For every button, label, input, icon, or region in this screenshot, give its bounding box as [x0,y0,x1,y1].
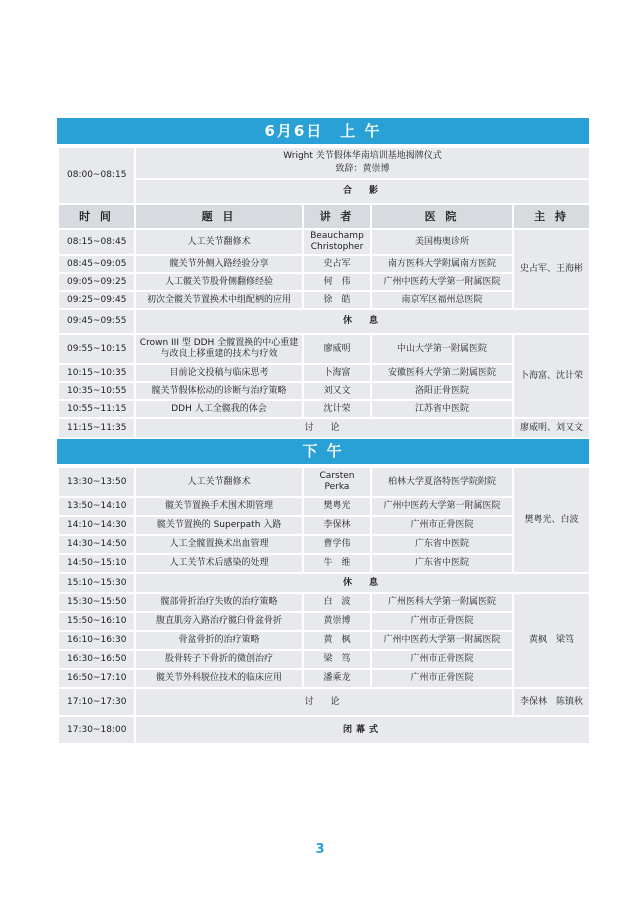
session-hospital: 广州市正骨医院 [371,650,513,669]
session-time: 14:50~15:10 [58,554,135,573]
session-topic: Crown III 型 DDH 全髋置换的中心重建与改良上移重建的技术与疗效 [135,334,303,364]
session-speaker: 刘又文 [303,382,371,400]
break-label: 休 息 [135,573,590,593]
table-row [58,516,590,535]
header-speaker: 讲 者 [303,204,371,229]
session-speaker: 卜海富 [303,364,371,382]
session-time: 13:30~13:50 [58,467,135,497]
afternoon-banner: 下 午 [57,439,589,466]
session-time: 10:15~10:35 [58,364,135,382]
discussion-row [58,418,590,438]
session-topic: DDH 人工全髋我的体会 [135,400,303,418]
session-speaker: 黄 枫 [303,631,371,650]
session-time: 10:35~10:55 [58,382,135,400]
session-speaker: 樊粤光 [303,497,371,516]
closing-row [58,716,590,744]
session-speaker: 曹学伟 [303,535,371,554]
session-speaker: 廖威明 [303,334,371,364]
session-chair: 樊粤光、白波 [513,467,590,573]
discussion-label: 讨 论 [135,418,513,438]
session-topic: 髋关节假体松动的诊断与治疗策略 [135,382,303,400]
session-time: 14:30~14:50 [58,535,135,554]
session-topic: 人工关节术后感染的处理 [135,554,303,573]
session-time: 13:50~14:10 [58,497,135,516]
table-row [58,535,590,554]
session-hospital: 美国梅奥诊所 [371,229,513,255]
table-row [58,467,590,497]
discussion-label: 讨 论 [135,688,513,716]
session-topic: 人工髋关节股骨侧翻修经验 [135,273,303,291]
discussion-row [58,688,590,716]
closing-time: 17:30~18:00 [58,716,135,744]
table-row [58,593,590,612]
break-row [58,573,590,593]
break-time: 15:10~15:30 [58,573,135,593]
table-row [58,291,590,309]
session-speaker: 黄崇博 [303,612,371,631]
session-time: 14:10~14:30 [58,516,135,535]
table-row [58,255,590,273]
photo-label: 合 影 [135,179,590,204]
session-hospital: 广州中医药大学第一附属医院 [371,497,513,516]
session-time: 16:30~16:50 [58,650,135,669]
session-speaker: 梁 笃 [303,650,371,669]
opening-time: 08:00~08:15 [58,147,135,204]
header-chair: 主 持 [513,204,590,229]
table-row [58,497,590,516]
session-hospital: 广州市正骨医院 [371,516,513,535]
discussion-chair: 李保林 陈镇秋 [513,688,590,716]
discussion-time: 17:10~17:30 [58,688,135,716]
discussion-chair: 廖威明、刘又文 [513,418,590,438]
session-hospital: 洛阳正骨医院 [371,382,513,400]
table-row [58,364,590,382]
session-speaker: 史占军 [303,255,371,273]
morning-banner: 6月6日 上 午 [57,118,589,146]
session-chair: 黄枫 梁笃 [513,593,590,688]
column-header-row [58,204,590,229]
session-speaker: 牛 维 [303,554,371,573]
session-hospital: 南方医科大学附属南方医院 [371,255,513,273]
session-time: 10:55~11:15 [58,400,135,418]
session-hospital: 广州医科大学第一附属医院 [371,593,513,612]
session-topic: 股骨转子下骨折的微创治疗 [135,650,303,669]
session-hospital: 南京军区福州总医院 [371,291,513,309]
session-speaker: 何 伟 [303,273,371,291]
session-hospital: 广州市正骨医院 [371,612,513,631]
morning-table [57,146,591,439]
header-time: 时 间 [58,204,135,229]
session-topic: 人工关节翻修术 [135,229,303,255]
session-hospital: 柏林大学夏洛特医学院附院 [371,467,513,497]
page-number: 3 [315,842,325,857]
session-topic: 人工全髋置换术出血管理 [135,535,303,554]
opening-row [58,147,590,179]
break-row [58,309,590,334]
session-time: 09:55~10:15 [58,334,135,364]
table-row [58,554,590,573]
session-topic: 髋关节置换的 Superpath 入路 [135,516,303,535]
session-hospital: 中山大学第一附属医院 [371,334,513,364]
session-topic: 骨盆骨折的治疗策略 [135,631,303,650]
session-speaker: 李保林 [303,516,371,535]
session-hospital: 安徽医科大学第二附属医院 [371,364,513,382]
session-hospital: 江苏省中医院 [371,400,513,418]
session-hospital: 广州中医药大学第一附属医院 [371,631,513,650]
session-time: 16:10~16:30 [58,631,135,650]
opening-line1: Wright 关节假体华南培训基地揭牌仪式 [283,151,442,161]
opening-line2: 致辞：黄崇博 [335,164,390,174]
session-speaker: 徐 皓 [303,291,371,309]
session-topic: 目前论文投稿与临床思考 [135,364,303,382]
session-speaker: 潘乘龙 [303,669,371,688]
table-row [58,334,590,364]
table-row [58,273,590,291]
session-time: 09:25~09:45 [58,291,135,309]
session-chair: 卜海富、沈计荣 [513,334,590,418]
session-hospital: 广州市正骨医院 [371,669,513,688]
session-topic: 初次全髋关节置换术中组配柄的应用 [135,291,303,309]
session-speaker: 白 波 [303,593,371,612]
session-chair: 史占军、王海彬 [513,229,590,309]
session-time: 15:30~15:50 [58,593,135,612]
header-topic: 题 目 [135,204,303,229]
session-speaker: Beauchamp Christopher [303,229,371,255]
session-hospital: 广东省中医院 [371,554,513,573]
table-row [58,650,590,669]
session-topic: 髋关节外科脱位技术的临床应用 [135,669,303,688]
table-row [58,631,590,650]
table-row [58,669,590,688]
session-time: 08:15~08:45 [58,229,135,255]
session-time: 08:45~09:05 [58,255,135,273]
session-topic: 髋关节置换手术围术期管理 [135,497,303,516]
session-hospital: 广东省中医院 [371,535,513,554]
break-label: 休 息 [135,309,590,334]
program-schedule [57,118,589,745]
closing-label: 闭幕式 [135,716,590,744]
session-time: 15:50~16:10 [58,612,135,631]
session-topic: 人工关节翻修术 [135,467,303,497]
session-topic: 髋关节外侧入路经验分享 [135,255,303,273]
afternoon-table [57,466,591,745]
session-time: 09:05~09:25 [58,273,135,291]
table-row [58,382,590,400]
break-time: 09:45~09:55 [58,309,135,334]
header-hospital: 医 院 [371,204,513,229]
discussion-time: 11:15~11:35 [58,418,135,438]
table-row [58,612,590,631]
opening-ceremony-cell [135,147,590,179]
session-speaker: 沈计荣 [303,400,371,418]
session-time: 16:50~17:10 [58,669,135,688]
session-topic: 髋部骨折治疗失败的治疗策略 [135,593,303,612]
photo-row [58,179,590,204]
table-row [58,229,590,255]
session-topic: 腹直肌旁入路治疗髋臼骨盆骨折 [135,612,303,631]
table-row [58,400,590,418]
session-hospital: 广州中医药大学第一附属医院 [371,273,513,291]
session-speaker: Carsten Perka [303,467,371,497]
